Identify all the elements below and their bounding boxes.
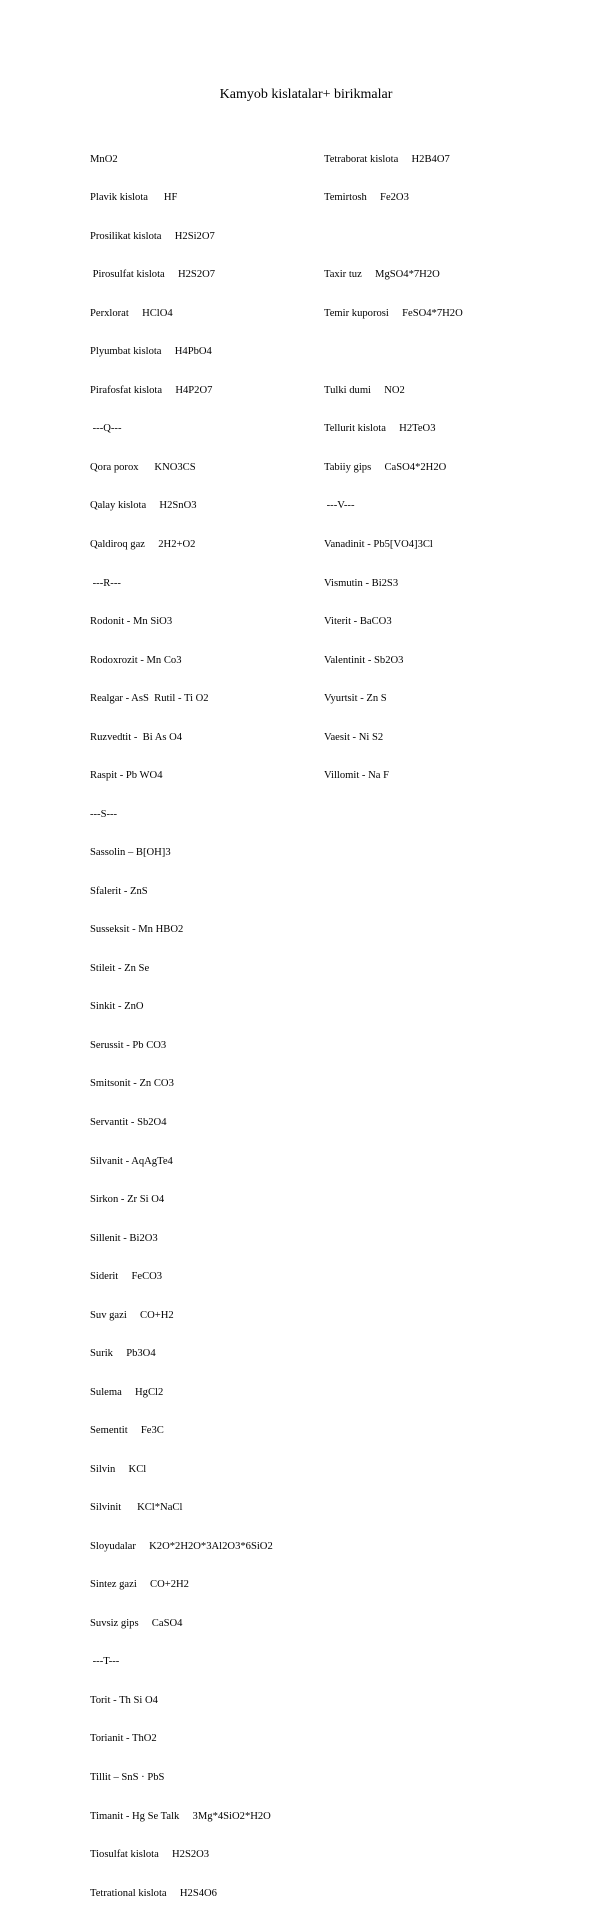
list-item: Qaldiroq gaz 2H2+O2 [90, 539, 196, 550]
left-column-list [90, 128, 273, 1913]
list-item: Realgar - AsS Rutil - Ti O2 [90, 693, 209, 705]
list-item: Viterit - BaCO3 [324, 616, 392, 628]
section-header-t: ---T--- [90, 1656, 120, 1668]
list-item: Tetrational kislota H2S4O6 [90, 1887, 217, 1899]
list-item: Rodonit - Mn SiO3 [90, 616, 173, 628]
list-item: Sementit Fe3C [90, 1425, 164, 1437]
list-item: Surik Pb3O4 [90, 1348, 156, 1360]
list-item: Qora porox KNO3CS [90, 461, 196, 473]
list-item: Prosilikat kislota H2Si2O7 [90, 230, 215, 242]
right-column-list [324, 128, 463, 796]
list-item: Tetraborat kislota H2B4O7 [324, 153, 450, 165]
list-item: Sintez gazi CO+2H2 [90, 1579, 189, 1591]
list-item: Vismutin - Bi2S3 [324, 577, 399, 589]
list-item: Suv gazi CO+H2 [90, 1309, 174, 1321]
list-item: Sulema HgCl2 [90, 1386, 164, 1398]
list-item: Timanit - Hg Se Talk 3Mg*4SiO2*H2O [90, 1810, 271, 1822]
list-item: Silvin KCl [90, 1463, 147, 1475]
list-item: Rodoxrozit - Mn Co3 [90, 654, 182, 666]
list-item: Servantit - Sb2O4 [90, 1116, 167, 1128]
list-item: Serussit - Pb CO3 [90, 1039, 167, 1051]
list-item: Tellurit kislota H2TeO3 [324, 423, 436, 435]
list-item: Temir kuporosi FeSO4*7H2O [324, 307, 463, 319]
section-header-v: ---V--- [324, 500, 355, 512]
list-item: Tabiiy gips CaSO4*2H2O [324, 461, 447, 473]
list-item: Vaesit - Ni S2 [324, 731, 384, 743]
list-item: Susseksit - Mn HBO2 [90, 924, 184, 936]
list-item: Siderit FeCO3 [90, 1271, 163, 1283]
list-item: Silvanit - AqAgTe4 [90, 1155, 173, 1167]
list-item: Temirtosh Fe2O3 [324, 192, 409, 204]
blank-line [324, 231, 463, 244]
list-item: Suvsiz gips CaSO4 [90, 1617, 183, 1629]
list-item: Stileit - Zn Se [90, 962, 150, 974]
list-item: Taxir tuz MgSO4*7H2O [324, 269, 440, 281]
section-header-s: ---S--- [90, 808, 118, 820]
list-item: Pirosulfat kislota H2S2O7 [90, 269, 216, 281]
list-item: Vanadinit - Pb5[VO4]3Cl [324, 539, 433, 550]
list-item: Raspit - Pb WO4 [90, 770, 163, 782]
blank-line [324, 346, 463, 359]
list-item: Sillenit - Bi2O3 [90, 1232, 158, 1244]
list-item: Silvinit KCl*NaCl [90, 1502, 183, 1514]
list-item: Smitsonit - Zn CO3 [90, 1078, 174, 1090]
list-item: Tulki dumi NO2 [324, 384, 405, 396]
list-item: Sinkit - ZnO [90, 1001, 144, 1013]
list-item: Sfalerit - ZnS [90, 885, 148, 897]
list-item: Tiosulfat kislota H2S2O3 [90, 1849, 210, 1861]
list-item: Torianit - ThO2 [90, 1733, 157, 1745]
list-item: Vyurtsit - Zn S [324, 693, 387, 705]
list-item: Valentinit - Sb2O3 [324, 654, 404, 666]
list-item: Torit - Th Si O4 [90, 1694, 158, 1706]
list-item: Tillit – SnS · PbS [90, 1772, 165, 1783]
section-header-r: ---R--- [90, 577, 121, 589]
list-item: Plyumbat kislota H4PbO4 [90, 346, 212, 358]
section-header-q: ---Q--- [90, 423, 122, 435]
list-item: Plavik kislota HF [90, 192, 178, 204]
list-item: Sirkon - Zr Si O4 [90, 1194, 165, 1206]
list-item: Pirafosfat kislota H4P2O7 [90, 384, 213, 396]
list-item: MnO2 [90, 153, 118, 165]
list-item: Perxlorat HClO4 [90, 307, 173, 319]
list-item: Sloyudalar K2O*2H2O*3Al2O3*6SiO2 [90, 1540, 273, 1552]
list-item: Ruzvedtit - Bi As O4 [90, 731, 183, 743]
list-item: Sassolin – B[OH]3 [90, 847, 171, 859]
list-item: Qalay kislota H2SnO3 [90, 500, 197, 512]
page-title: Kamyob kislatalar+ birikmalar [219, 87, 393, 102]
list-item: Villomit - Na F [324, 770, 389, 782]
